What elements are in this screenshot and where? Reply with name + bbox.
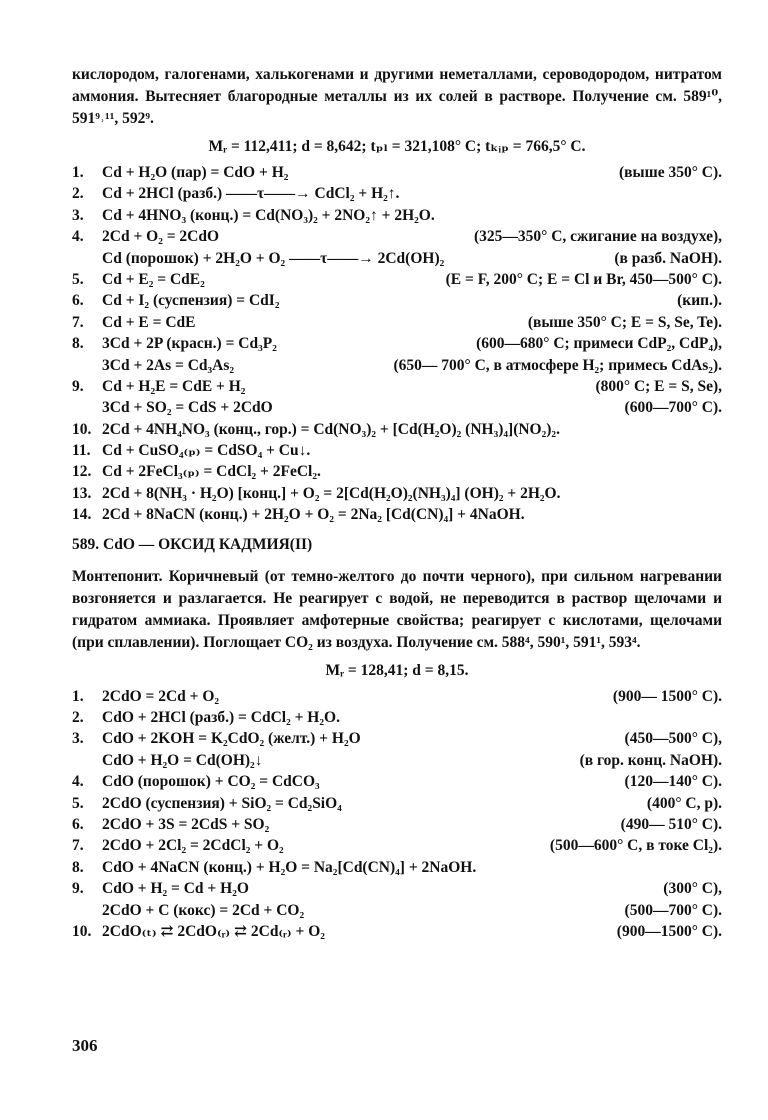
reaction-equation: 2Cd + 8(NH₃ · H₂O) [конц.] + O₂ = 2[Cd(H₂O)₂(NH₃)₄] (OH)₂ + 2H₂O. <box>102 484 561 502</box>
section-heading: 589. CdO — ОКСИД КАДМИЯ(II) <box>72 535 313 553</box>
reaction-condition: (в разб. NaOH). <box>614 249 722 267</box>
reaction-equation: CdO + 2HCl (разб.) = CdCl₂ + H₂O. <box>102 709 340 727</box>
reaction-condition: (E = F, 200° C; E = Cl и Br, 450—500° C). <box>445 270 722 288</box>
cd-reaction-row <box>72 483 722 504</box>
cdo-reaction-row <box>72 857 722 878</box>
reaction-equation: CdO (порошок) + CO₂ = CdCO₃ <box>102 773 320 791</box>
cdo-reaction-row <box>72 686 722 707</box>
reaction-equation: CdO + H₂ = Cd + H₂O <box>102 880 249 898</box>
cdo-reaction-row <box>72 707 722 728</box>
reaction-condition: (выше 350° C). <box>618 164 722 181</box>
reaction-condition: (900— 1500° C). <box>612 687 722 705</box>
reaction-number: 12. <box>72 463 92 481</box>
reaction-equation: 2CdO + 2Cl₂ = 2CdCl₂ + O₂ <box>102 837 284 855</box>
reaction-number: 8. <box>72 335 84 353</box>
reaction-equation: Cd (порошок) + 2H₂O + O₂ ——τ——→ 2Cd(OH)₂ <box>102 249 445 267</box>
cdo-reaction-row <box>72 878 722 899</box>
reaction-condition: (490— 510° C). <box>620 815 722 833</box>
cd-reaction-row <box>72 226 722 247</box>
reaction-condition: (300° C), <box>663 880 722 898</box>
cdo-reaction-row <box>72 835 722 856</box>
cdo-reaction-list <box>72 686 722 943</box>
reaction-condition: (800° C; E = S, Se), <box>595 377 722 395</box>
reaction-condition: (выше 350° C; E = S, Se, Te). <box>527 313 722 331</box>
reaction-condition: (500—700° C). <box>624 901 722 919</box>
reaction-number: 6. <box>72 815 84 833</box>
cdo-reaction-row <box>72 814 722 835</box>
cd-reaction-row <box>72 461 722 482</box>
cdo-reaction-row <box>72 728 722 749</box>
cd-reaction-row <box>72 504 722 525</box>
reaction-condition: (600—700° C). <box>624 399 722 417</box>
reaction-condition: (кип.). <box>677 292 722 310</box>
reaction-number: 4. <box>72 773 84 791</box>
cd-reaction-row <box>72 290 722 311</box>
reaction-equation: 3Cd + 2As = Cd₃As₂ <box>102 356 235 374</box>
intro-paragraph: кислородом, галогенами, халькогенами и другими неметаллами, сероводородом, нитратом аммония. Вытесняет благородные металлы из их солей в растворе. Получение см. 589¹⁰, 591⁹˒¹¹, 592⁹. <box>72 66 722 127</box>
reaction-number: 7. <box>72 313 84 331</box>
cdo-reaction-row <box>72 771 722 792</box>
cadmium-reaction-list <box>72 162 722 526</box>
cd-reaction-row <box>72 162 722 183</box>
reaction-condition: (650— 700° C, в атмосфере H₂; примесь CdAs₂). <box>393 356 722 374</box>
reaction-equation: Cd + 2HCl (разб.) ——τ——→ CdCl₂ + H₂↑. <box>102 185 400 203</box>
reaction-number: 3. <box>72 730 84 748</box>
reaction-equation: 3Cd + 2P (красн.) = Cd₃P₂ <box>102 335 277 353</box>
reaction-number: 4. <box>72 228 84 246</box>
reaction-number: 2. <box>72 185 84 203</box>
cdo-reaction-row <box>72 921 722 942</box>
reaction-number: 1. <box>72 164 84 181</box>
cd-reaction-row <box>72 312 722 333</box>
cd-reaction-row <box>72 355 722 376</box>
cdo-reaction-row <box>72 793 722 814</box>
reaction-number: 8. <box>72 858 84 876</box>
reaction-number: 2. <box>72 709 84 727</box>
reaction-equation: Cd + H₂E = CdE + H₂ <box>102 377 246 395</box>
reaction-number: 10. <box>72 922 92 940</box>
reaction-number: 6. <box>72 292 84 310</box>
reaction-equation: 2CdO + C (кокс) = 2Cd + CO₂ <box>102 901 305 919</box>
page-number: 306 <box>72 1036 98 1055</box>
cd-reaction-row <box>72 419 722 440</box>
reaction-equation: Cd + 2FeCl₃₍ₚ₎ = CdCl₂ + 2FeCl₂. <box>102 463 321 481</box>
reaction-condition: (в гор. конц. NaOH). <box>579 751 722 769</box>
reaction-equation: 2Cd + O₂ = 2CdO <box>102 228 220 246</box>
reaction-condition: (900—1500° C). <box>616 922 722 940</box>
reaction-equation: Cd + E = CdE <box>102 313 196 331</box>
cd-reaction-row <box>72 440 722 461</box>
reaction-equation: CdO + H₂O = Cd(OH)₂↓ <box>102 751 263 769</box>
reaction-number: 3. <box>72 206 84 224</box>
section-paragraph: Монтепонит. Коричневый (от темно-желтого до почти черного), при сильном нагревании возгоняется и разлагается. Не реагирует с водой, не переводится в раствор щелочами и гидратом аммиака. Проявляет амфотерные свойства; реагирует с кислотами, щелочами (при сплавлении). Поглощает CO₂ из воздуха. Получение см. 588⁴, 590¹, 591¹, 593⁴. <box>72 567 722 651</box>
cd-reaction-row <box>72 205 722 226</box>
reaction-number: 7. <box>72 837 84 855</box>
reaction-equation: 2CdO₍ₜ₎ ⇄ 2CdO₍ᵣ₎ ⇄ 2Cd₍ᵣ₎ + O₂ <box>102 922 325 940</box>
reaction-condition: (400° C, p). <box>646 794 722 812</box>
reaction-equation: CdO + 4NaCN (конц.) + H₂O = Na₂[Cd(CN)₄] + 2NaOH. <box>102 858 477 876</box>
reaction-condition: (450—500° C), <box>624 730 722 748</box>
reaction-equation: 2Cd + 4NH₄NO₃ (конц., гор.) = Cd(NO₃)₂ + [Cd(H₂O)₂ (NH₃)₄](NO₂)₂. <box>102 420 560 438</box>
reaction-equation: Cd + E₂ = CdE₂ <box>102 270 205 288</box>
reaction-number: 10. <box>72 420 92 438</box>
reaction-equation: 2CdO = 2Cd + O₂ <box>102 687 220 705</box>
reaction-number: 9. <box>72 880 84 898</box>
cdo-constants: Mᵣ = 128,41; d = 8,15. <box>325 661 469 679</box>
reaction-number: 14. <box>72 506 92 524</box>
reaction-number: 9. <box>72 377 84 395</box>
cd-reaction-row <box>72 397 722 418</box>
reaction-condition: (120—140° C). <box>624 773 722 791</box>
reaction-number: 5. <box>72 794 84 812</box>
reaction-condition: (325—350° C, сжигание на воздухе), <box>473 228 722 246</box>
reaction-equation: Cd + H₂O (пар) = CdO + H₂ <box>102 164 289 181</box>
reaction-equation: 2Cd + 8NaCN (конц.) + 2H₂O + O₂ = 2Na₂ [Cd(CN)₄] + 4NaOH. <box>102 506 525 524</box>
reaction-equation: Cd + 4HNO₃ (конц.) = Cd(NO₃)₂ + 2NO₂↑ + 2H₂O. <box>102 206 435 224</box>
reaction-equation: 2CdO + 3S = 2CdS + SO₂ <box>102 815 270 833</box>
reaction-equation: Cd + I₂ (суспензия) = CdI₂ <box>102 292 280 310</box>
cd-reaction-row <box>72 183 722 204</box>
cd-reaction-row <box>72 376 722 397</box>
cd-reaction-row <box>72 248 722 269</box>
cd-reaction-row <box>72 269 722 290</box>
reaction-number: 5. <box>72 270 84 288</box>
reaction-condition: (600—680° C; примеси CdP₂, CdP₄), <box>476 335 722 353</box>
reaction-equation: 3Cd + SO₂ = CdS + 2CdO <box>102 399 273 417</box>
reaction-equation: Cd + CuSO₄₍ₚ₎ = CdSO₄ + Cu↓. <box>102 442 311 460</box>
reaction-number: 11. <box>72 442 91 460</box>
cdo-reaction-row <box>72 900 722 921</box>
cd-reaction-row <box>72 333 722 354</box>
reaction-number: 13. <box>72 484 92 502</box>
reaction-number: 1. <box>72 687 84 705</box>
cadmium-constants: Mᵣ = 112,411; d = 8,642; tₚₗ = 321,108° C; tₖᵢₚ = 766,5° C. <box>208 138 586 155</box>
reaction-equation: CdO + 2KOH = K₂CdO₂ (желт.) + H₂O <box>102 730 361 748</box>
reaction-condition: (500—600° C, в токе Cl₂). <box>549 837 722 855</box>
reaction-equation: 2CdO (суспензия) + SiO₂ = Cd₂SiO₄ <box>102 794 342 812</box>
cdo-reaction-row <box>72 750 722 771</box>
page-content <box>72 64 722 942</box>
